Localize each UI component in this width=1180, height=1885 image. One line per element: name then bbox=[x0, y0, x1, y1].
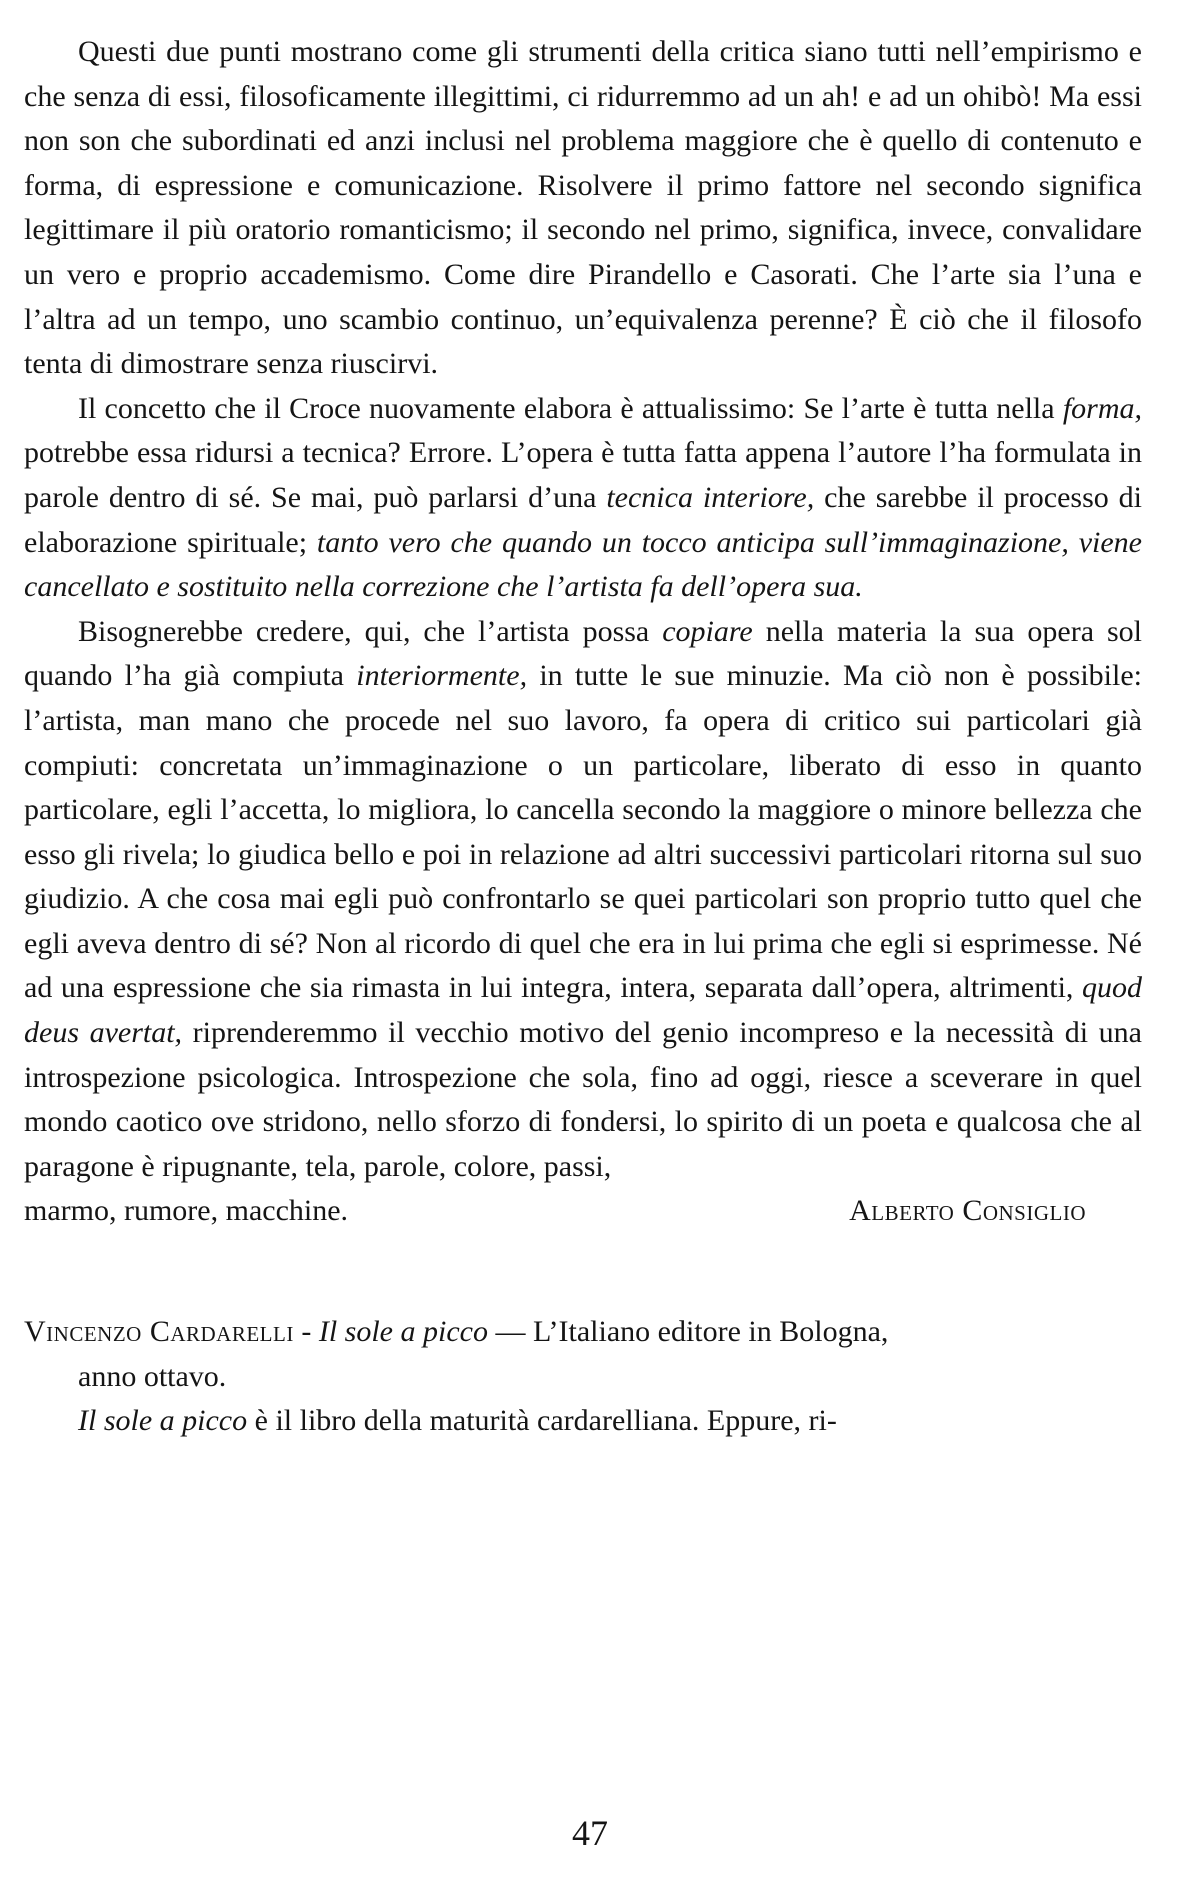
review-separator: - bbox=[293, 1315, 319, 1348]
review-author: Vincenzo Cardarelli bbox=[24, 1315, 294, 1348]
review-heading bbox=[24, 1310, 1142, 1355]
paragraph-3-text-a: Bisognerebbe credere, qui, che l’artista possa bbox=[78, 614, 663, 648]
paragraph-3-italic-copiare: copiare bbox=[662, 614, 753, 648]
review-publisher: — L’Italiano editore in Bologna, bbox=[487, 1315, 889, 1348]
paragraph-2-italic-tecnica: tecnica interiore, bbox=[606, 480, 815, 514]
review-body bbox=[24, 1399, 1142, 1444]
review-section bbox=[24, 1310, 1142, 1444]
review-body-text: è il libro della maturità cardarelliana. Eppure, ri- bbox=[247, 1404, 837, 1438]
paragraph-2-text-c: potrebbe essa ridursi a tecnica? Errore. L’opera è tutta fatta appena l’autore l’ha formulata in parole dentro di sé. Se mai, può parlarsi d’una bbox=[24, 436, 1142, 514]
closing-line bbox=[24, 1189, 1142, 1234]
review-edition: anno ottavo. bbox=[78, 1359, 227, 1393]
page-number: 47 bbox=[572, 1813, 608, 1853]
paragraph-2-text-a: Il concetto che il Croce nuovamente elabora è attualissimo: Se l’arte è tutta nella bbox=[78, 391, 1063, 425]
paragraph-3-last-line: marmo, rumore, macchine. bbox=[24, 1194, 349, 1228]
paragraph-3-italic-interiormente: interiormente, bbox=[356, 659, 528, 693]
paragraph-3-italic-latin: quod deus avertat, bbox=[24, 971, 1142, 1050]
author-signature: Alberto Consiglio bbox=[849, 1194, 1086, 1228]
paragraph-3-text-c: nella materia la sua opera sol quando l’ha già compiuta bbox=[24, 614, 1142, 693]
paragraph-2-italic-quote: tanto vero che quando un tocco anticipa sull’immaginazione, viene cancellato e sostituito nella correzione che l’artista fa dell’opera sua. bbox=[24, 525, 1142, 604]
paragraph-1 bbox=[24, 30, 1142, 387]
review-body-title: Il sole a picco bbox=[78, 1404, 248, 1438]
paragraph-1-text: Questi due punti mostrano come gli strumenti della critica siano tutti nell’empirismo e che senza di essi, filosoficamente illegittimi, ci ridurremmo ad un ah! e ad un ohibò! Ma essi non son che subordinati ed anzi inclusi nel problema maggiore che è quello di contenuto e forma, di espressione e comunicazione. Risolvere il primo fattore nel secondo significa legittimare il più oratorio romanticismo; il secondo nel primo, significa, invece, convalidare un vero e proprio accademismo. Come dire Pirandello e Casorati. Che l’arte sia l’una e l’altra ad un tempo, uno scambio continuo, un’equivalenza perenne? È ciò che il filosofo tenta di dimostrare senza riuscirvi. bbox=[24, 35, 1142, 381]
paragraph-3-text-g: riprenderemmo il vecchio motivo del genio incompreso e la necessità di una introspezione psicologica. Introspezione che sola, fino ad oggi, riesce a sceverare in quel mondo caotico ove stridono, nello sforzo di fondersi, lo spirito di un poeta e qualcosa che al paragone è ripugnante, tela, parole, colore, passi, bbox=[24, 1016, 1142, 1183]
paragraph-2-italic-forma: forma, bbox=[1062, 391, 1142, 425]
review-book-title: Il sole a picco bbox=[318, 1315, 488, 1348]
paragraph-3-text-e: in tutte le sue minuzie. Ma ciò non è possibile: l’artista, man mano che procede nel suo lavoro, fa opera di critico sui particolari già compiuti: concretata un’immaginazione o un particolare, liberato di esso in quanto particolare, egli l’accetta, lo migliora, lo cancella secondo la maggiore o minore bellezza che esso gli rivela; lo giudica bello e poi in relazione ad altri successivi particolari ritorna sul suo giudizio. A che cosa mai egli può confrontarlo se quei particolari son proprio tutto quel che egli aveva dentro di sé? Non al ricordo di quel che era in lui prima che egli si esprimesse. Né ad una espressione che sia rimasta in lui integra, intera, separata dall’opera, altrimenti, bbox=[24, 659, 1142, 1005]
paragraph-2 bbox=[24, 387, 1142, 610]
article-body bbox=[24, 30, 1142, 1234]
paragraph-2-text-e: che sarebbe il processo di elaborazione spirituale; bbox=[24, 480, 1143, 559]
paragraph-3 bbox=[24, 610, 1142, 1190]
